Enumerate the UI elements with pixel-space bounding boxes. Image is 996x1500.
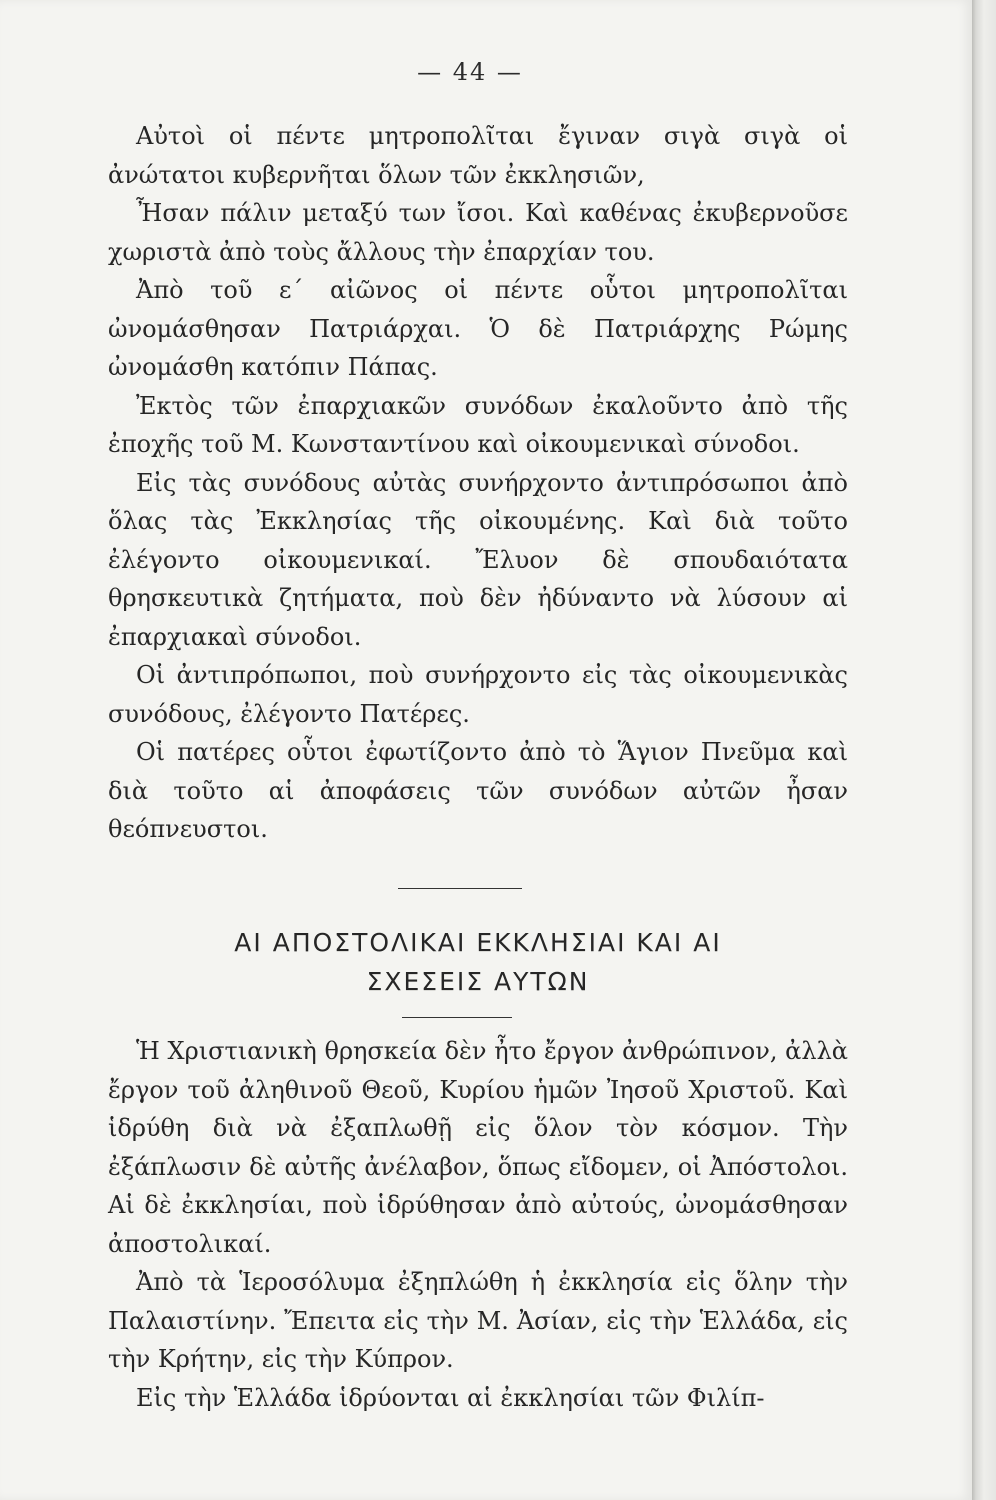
body-text-section-2 xyxy=(108,1032,848,1417)
paragraph: Εἰς τὴν Ἑλλάδα ἱδρύονται αἱ ἐκκλησίαι τῶν Φιλίπ- xyxy=(136,1383,765,1412)
section-divider-top xyxy=(398,888,522,889)
paragraph: Οἱ ἀντιπρόπωποι, ποὺ συνήρχοντο εἰς τὰς οἰκουμενικὰς συνόδους, ἐλέγοντο Πατέρες. xyxy=(108,661,848,728)
section-heading-line-1: ΑΙ ΑΠΟΣΤΟΛΙΚΑΙ ΕΚΚΛΗΣΙΑΙ ΚΑΙ ΑΙ xyxy=(234,928,722,957)
section-heading-line-2: ΣΧΕΣΕΙΣ ΑΥΤΩΝ xyxy=(366,967,590,996)
page-gutter xyxy=(972,0,996,1500)
paragraph: Ἀπὸ τὰ Ἱεροσόλυμα ἐξηπλώθη ἡ ἐκκλησία εἰς ὅλην τὴν Παλαιστίνην. Ἔπειτα εἰς τὴν Μ. Ἀσίαν, εἰς τὴν Ἑλλάδα, εἰς τὴν Κρήτην, εἰς τὴν Κύπρον. xyxy=(108,1268,848,1373)
paragraph: Ἀπὸ τοῦ ε΄ αἰῶνος οἱ πέντε οὗτοι μητροπολῖται ὠνομάσθησαν Πατριάρχαι. Ὁ δὲ Πατριάρχης Ρώμης ὠνομάσθη κατόπιν Πάπας. xyxy=(108,276,848,381)
body-text-section-1 xyxy=(108,117,848,849)
paragraph: Ἐκτὸς τῶν ἐπαρχιακῶν συνόδων ἐκαλοῦντο ἀπὸ τῆς ἐποχῆς τοῦ Μ. Κωνσταντίνου καὶ οἰκουμενικαὶ σύνοδοι. xyxy=(108,391,848,458)
paragraph: Εἰς τὰς συνόδους αὐτὰς συνήρχοντο ἀντιπρόσωποι ἀπὸ ὅλας τὰς Ἐκκλησίας τῆς οἰκουμένης. Καὶ διὰ τοῦτο ἐλέγοντο οἰκουμενικαί. Ἔλυον δὲ σπουδαιότατα θρησκευτικὰ ζητήματα, ποὺ δὲν ἠδύναντο νὰ λύσουν αἱ ἐπαρχιακαὶ σύνοδοι. xyxy=(108,468,848,651)
paragraph: Αὐτοὶ οἱ πέντε μητροπολῖται ἔγιναν σιγὰ σιγὰ οἱ ἀνώτατοι κυβερνῆται ὅλων τῶν ἐκκλησιῶν, xyxy=(108,122,848,189)
page-number: — 44 — xyxy=(417,58,523,86)
paragraph: Ἡ Χριστιανικὴ θρησκεία δὲν ἦτο ἔργον ἀνθρώπινον, ἀλλὰ ἔργον τοῦ ἀληθινοῦ Θεοῦ, Κυρίου ἡμῶν Ἰησοῦ Χριστοῦ. Καὶ ἱδρύθη διὰ νὰ ἐξαπλωθῇ εἰς ὅλον τὸν κόσμον. Τὴν ἐξάπλωσιν δὲ αὐτῆς ἀνέλαβον, ὅπως εἴδομεν, οἱ Ἀπόστολοι. Αἱ δὲ ἐκκλησίαι, ποὺ ἱδρύθησαν ἀπὸ αὐτούς, ὠνομάσθησαν ἀποστολικαί. xyxy=(108,1037,848,1258)
paragraph: Οἱ πατέρες οὗτοι ἐφωτίζοντο ἀπὸ τὸ Ἅγιον Πνεῦμα καὶ διὰ τοῦτο αἱ ἀποφάσεις τῶν συνόδων αὐτῶν ἦσαν θεόπνευστοι. xyxy=(108,738,848,843)
paragraph: Ἦσαν πάλιν μεταξύ των ἴσοι. Καὶ καθένας ἐκυβερνοῦσε χωριστὰ ἀπὸ τοὺς ἄλλους τὴν ἐπαρχίαν του. xyxy=(108,199,848,266)
section-divider-bottom xyxy=(402,1017,512,1018)
